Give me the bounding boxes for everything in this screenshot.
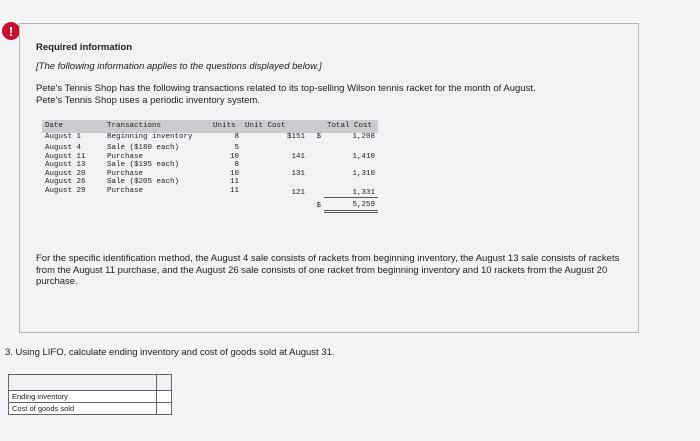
total-cost-value: 5,259 [324,198,378,212]
cell-total-cost [324,161,378,170]
required-information-title: Required information [36,42,133,53]
problem-intro [36,83,626,106]
cell-date: August 13 [45,161,86,169]
cell-transaction: Purchase [107,169,144,178]
header-unit-cost: Unit Cost [242,120,308,133]
intro-line-2: Pete's Tennis Shop uses a periodic inventory system. [36,94,260,106]
cell-total-cost [324,178,378,187]
cell-units: 11 [229,178,239,186]
cell-transaction: Beginning inventory [107,132,193,141]
table-row [42,170,378,179]
cell-transaction: Sale ($195 each) [107,161,180,169]
cell-total-cost [324,144,378,153]
cell-unit-cost [242,178,308,187]
cell-dollar-sign [308,178,324,187]
cell-total-cost: 1,310 [352,169,375,178]
table-row [42,153,378,162]
answer-header-row [9,375,172,391]
cell-units: 8 [234,132,239,141]
intro-line-1: Pete's Tennis Shop has the following transactions related to its top-selling Wilson tennis racket for the month of August. [36,83,536,94]
cell-total-cost: 1,331 [352,188,375,197]
header-units: Units [210,120,242,133]
cell-units: 8 [234,161,239,169]
cell-unit-cost [242,161,308,170]
table-row [42,187,378,198]
cell-unit-cost [242,144,308,153]
instructions-note: [The following information applies to the questions displayed below.] [36,61,322,72]
cell-dollar-sign [308,161,324,170]
cell-total-cost: 1,208 [352,132,375,141]
cell-dollar-sign [308,144,324,153]
cell-dollar-sign [308,187,324,198]
cell-transaction: Sale ($205 each) [107,178,180,186]
question-text: 3. Using LIFO, calculate ending inventory and cost of goods sold at August 31. [5,347,335,358]
cell-total-cost: 1,410 [352,152,375,161]
cell-transaction: Purchase [107,152,144,161]
cell-units: 11 [229,186,239,195]
header-total-cost: Total Cost [324,120,378,133]
cell-dollar-sign: $ [316,132,321,141]
ending-inventory-input[interactable] [157,391,172,403]
cell-units: 10 [229,169,239,178]
total-row [42,198,378,212]
header-date: Date [42,120,104,133]
cost-of-goods-sold-row [9,403,172,415]
answer-header-label [9,375,157,391]
table-row [42,161,378,170]
cell-units: 10 [229,152,239,161]
cell-dollar-sign [308,153,324,162]
cell-unit-cost: 131 [291,169,305,178]
cell-date: August 11 [45,152,86,161]
ending-inventory-row [9,391,172,403]
header-transactions: Transactions [104,120,210,133]
transactions-header-row [42,120,378,133]
cell-unit-cost: $151 [286,132,305,141]
total-dollar-sign: $ [316,201,321,210]
answer-header-value [157,375,172,391]
cost-of-goods-sold-input[interactable] [157,403,172,415]
table-row [42,178,378,187]
table-row [42,133,378,142]
cell-transaction: Purchase [107,186,144,195]
answer-table [8,374,172,415]
cell-unit-cost: 141 [291,152,305,161]
cell-date: August 4 [45,144,82,152]
cell-date: August 20 [45,169,86,178]
required-information-panel [19,23,639,333]
ending-inventory-label: Ending inventory [9,391,157,403]
header-dollar-spacer [308,120,324,133]
cell-unit-cost: 121 [291,188,305,197]
transactions-table [42,120,378,213]
cell-date: August 26 [45,178,86,186]
cell-date: August 29 [45,186,86,195]
cost-of-goods-sold-label: Cost of goods sold [9,403,157,415]
table-row [42,144,378,153]
cell-transaction: Sale ($180 each) [107,144,180,152]
cell-dollar-sign [308,170,324,179]
alert-icon: ! [2,22,20,40]
specific-identification-explanation: For the specific identification method, the August 4 sale consists of rackets from beginning inventory, the August 13 sale consists of rackets from the August 11 purchase, and the August 26 sale consists of one racket from beginning inventory and 10 rackets from the August 20 purchase. [36,253,620,287]
cell-date: August 1 [45,132,82,141]
cell-units: 5 [234,144,239,152]
